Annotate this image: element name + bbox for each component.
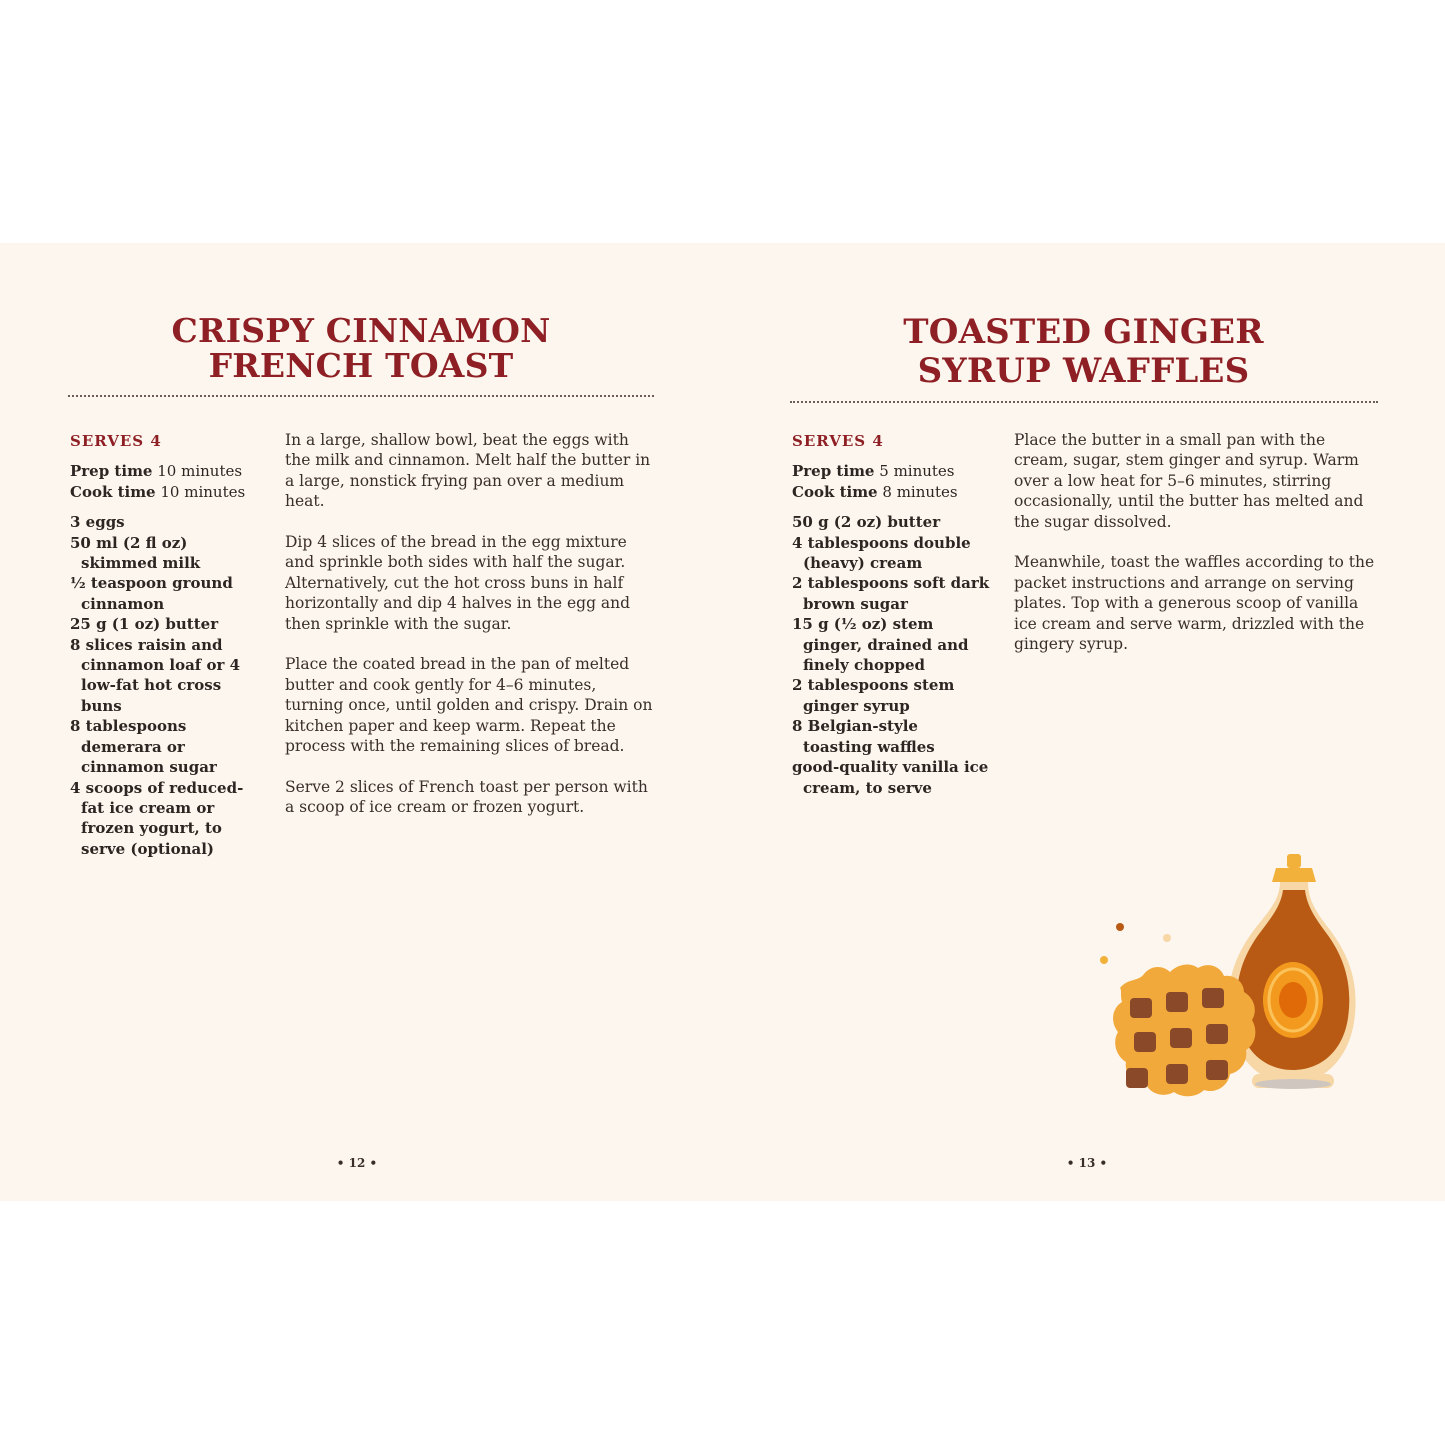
ingredient-item: 50 g (2 oz) butter	[792, 513, 941, 532]
ingredient-item: ½ teaspoon ground cinnamon	[70, 574, 233, 613]
times-block	[70, 461, 265, 502]
ingredients-column	[70, 431, 265, 859]
method-column	[285, 430, 657, 838]
left-page	[0, 243, 722, 1201]
ingredients-column	[792, 431, 992, 798]
ingredient-item: 2 tablespoons soft dark brown sugar	[792, 574, 990, 613]
sprinkle-dot	[1116, 923, 1124, 931]
serves-label: SERVES 4	[70, 432, 162, 450]
ingredient-item: 2 tablespoons stem ginger syrup	[792, 676, 955, 715]
ingredient-item: 8 Belgian-style toasting waffles	[792, 717, 935, 756]
sprinkle-dot	[1100, 956, 1108, 964]
ingredient-item: 8 tablespoons demerara or cinnamon sugar	[70, 717, 217, 777]
sprinkle-dot	[1163, 934, 1171, 942]
title-line-1: CRISPY CINNAMON	[171, 311, 551, 350]
recipe-title	[0, 313, 722, 383]
page-number: • 13 •	[1066, 1156, 1108, 1170]
title-line-2: SYRUP WAFFLES	[917, 351, 1250, 391]
method-column	[1014, 430, 1380, 675]
ingredient-item: 50 ml (2 fl oz) skimmed milk	[70, 533, 201, 573]
waffle-icon	[1113, 965, 1255, 1097]
ingredient-item: 8 slices raisin and cinnamon loaf or 4 low-fat hot cross buns	[70, 635, 241, 715]
method-step: Meanwhile, toast the waffles according to the packet instructions and arrange on serving plates. Top with a generous scoop of vanilla ice cream and serve warm, drizzled with the gingery syrup.	[1014, 553, 1375, 654]
ingredient-list	[792, 512, 992, 798]
title-line-2: FRENCH TOAST	[208, 346, 514, 385]
page-number: • 12 •	[336, 1156, 378, 1170]
ingredient-item: 4 tablespoons double (heavy) cream	[792, 533, 971, 573]
ingredient-item: 15 g (½ oz) stem ginger, drained and finely chopped	[792, 615, 969, 675]
serves-label: SERVES 4	[792, 432, 884, 450]
ingredient-item: 3 eggs	[70, 513, 125, 532]
prep-time: Prep time 5 minutes	[792, 462, 955, 481]
prep-time: Prep time 10 minutes	[70, 462, 243, 481]
method-step: Place the coated bread in the pan of melted butter and cook gently for 4–6 minutes, turning once, until golden and crispy. Drain on kitchen paper and keep warm. Repeat the process with the remaining slices of bread.	[285, 655, 653, 756]
cook-time: Cook time 8 minutes	[792, 482, 958, 501]
waffle-and-syrup-bottle-illustration	[1080, 850, 1370, 1125]
ingredient-item: 25 g (1 oz) butter	[70, 615, 219, 634]
method-step: Dip 4 slices of the bread in the egg mixture and sprinkle both sides with half the sugar. Alternatively, cut the hot cross buns in half horizontally and dip 4 halves in the egg and then sprinkle with the sugar.	[285, 533, 631, 633]
ingredient-list	[70, 512, 265, 859]
dotted-divider	[68, 395, 654, 397]
ingredient-item: 4 scoops of reduced-fat ice cream or frozen yogurt, to serve (optional)	[70, 778, 244, 858]
method-step: Place the butter in a small pan with the cream, sugar, stem ginger and syrup. Warm over a low heat for 5–6 minutes, stirring occasionally, until the butter has melted and the sugar dissolved.	[1014, 431, 1364, 531]
method-step: Serve 2 slices of French toast per person with a scoop of ice cream or frozen yogurt.	[285, 777, 648, 817]
method-step: In a large, shallow bowl, beat the eggs with the milk and cinnamon. Melt half the butter in a large, nonstick frying pan over a medium heat.	[285, 431, 651, 511]
ingredient-item: good-quality vanilla ice cream, to serve	[792, 758, 989, 797]
cook-time: Cook time 10 minutes	[70, 482, 246, 501]
title-line-1: TOASTED GINGER	[903, 312, 1264, 352]
times-block	[792, 461, 992, 502]
recipe-title	[722, 313, 1445, 391]
syrup-bottle-icon	[1228, 854, 1355, 1089]
dotted-divider	[790, 401, 1378, 403]
